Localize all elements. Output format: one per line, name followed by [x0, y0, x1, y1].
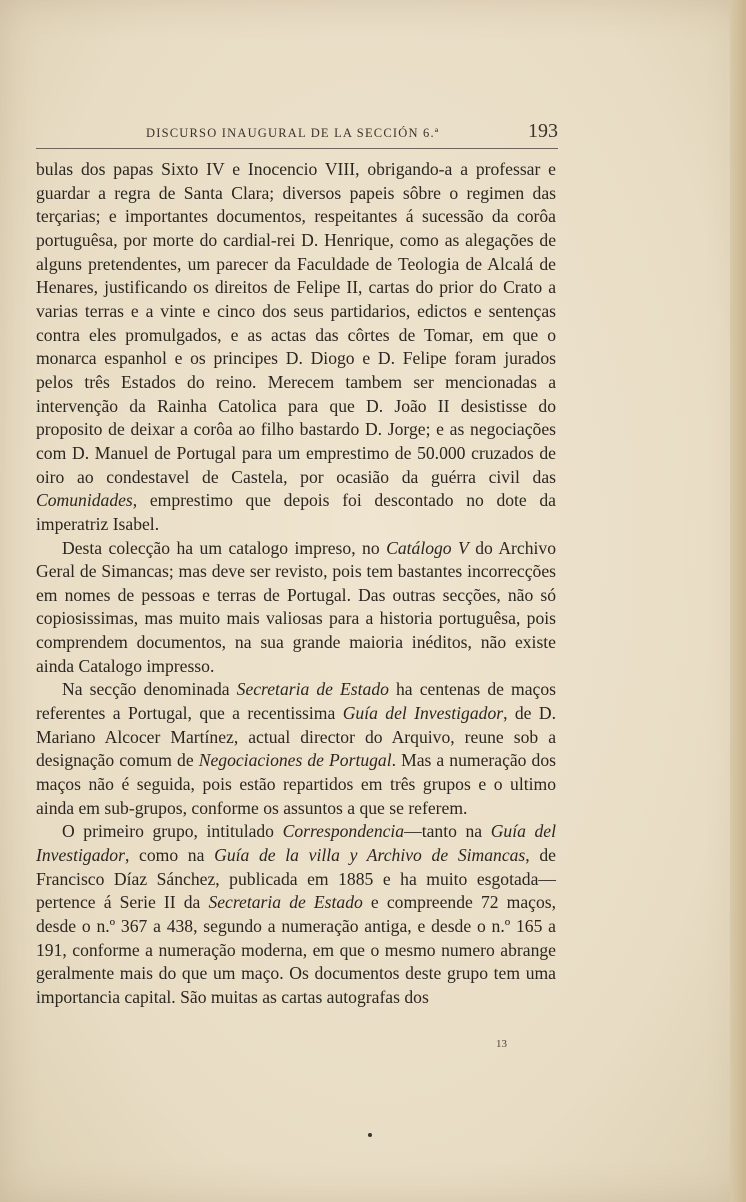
italic-run: Guía del Investigador: [36, 821, 556, 866]
italic-run: Correspondencia: [282, 821, 405, 842]
text-run: , de Francisco Díaz Sánchez, publicada em 1885 e ha muito esgotada—pertence á Serie II da: [36, 845, 556, 913]
running-title: DISCURSO INAUGURAL DE LA SECCIÓN 6.ª: [146, 126, 440, 140]
paragraph-1: [36, 158, 556, 537]
text-run: , de D. Mariano Alcocer Martínez, actual director do Arquivo, reune sob a designação comum de: [36, 703, 556, 771]
italic-run: Comunidades: [36, 490, 133, 511]
text-run: Na secção denominada: [62, 679, 237, 700]
body-text: [36, 158, 556, 1010]
text-run: e compreende 72 maços, desde o n.º 367 a 438, segundo a numeração antiga, e desde o n.º 165 a 191, conforme a numeração moderna, em que o mesmo numero abrange geralmente mais do que um maço. Os documentos deste grupo tem uma importancia capital. São muitas as cartas autografas dos: [36, 892, 556, 1007]
italic-run: Negociaciones de Portugal: [198, 750, 392, 771]
italic-run: Guía del Investigador: [342, 703, 504, 724]
page-edge: [730, 0, 746, 1202]
text-run: Desta colecção ha um catalogo impreso, no: [62, 537, 387, 558]
paragraph-2: [36, 537, 556, 679]
signature-mark: 13: [496, 1038, 507, 1050]
text-run: O primeiro grupo, intitulado: [62, 821, 283, 842]
text-run: do Archivo Geral de Simancas; mas deve ser revisto, pois tem bastantes incorrecções em nomes de pessoas e terras de Portugal. Das outras secções, não só copiosissimas, mas muito mais valiosas para a historia portuguêsa, pois comprendem documentos, na sua grande maioria inéditos, não existe ainda Catalogo impresso.: [36, 537, 556, 676]
ink-dot: [368, 1133, 372, 1137]
running-header: [36, 118, 558, 149]
italic-run: Secretaria de Estado: [208, 892, 363, 913]
text-run: , emprestimo que depois foi descontado no dote da imperatriz Isabel.: [36, 490, 556, 534]
paragraph-3: [36, 678, 556, 820]
italic-run: Catálogo V: [386, 537, 469, 558]
text-run: ha centenas de maços referentes a Portugal, que a recentissima: [36, 679, 556, 724]
italic-run: Guía de la villa y Archivo de Simancas: [214, 845, 526, 866]
italic-run: Secretaria de Estado: [236, 679, 389, 700]
paragraph-4: [36, 820, 556, 1009]
text-run: , como na: [124, 845, 215, 866]
text-run: bulas dos papas Sixto IV e Inocencio VIII, obrigando-a a professar e guardar a regra de Santa Clara; diversos papeis sôbre o regimen das terçarias; e importantes documentos, respeitantes á sucessão da corôa portuguêsa, por morte do cardial-rei D. Henrique, como as alegações de alguns pretendentes, um parecer da Faculdade de Teologia de Alcalá de Henares, justificando os direitos de Felipe II, cartas do prior do Crato a varias terras e a vinte e cinco dos seus partidarios, edictos e sentenças contra eles promulgados, e as actas das côrtes de Tomar, em que o monarca espanhol e os principes D. Diogo e D. Felipe foram jurados pelos três Estados do reino. Merecem tambem ser mencionadas a intervenção da Rainha Catolica para que D. João II desistisse do proposito de deixar a corôa ao filho bastardo D. Jorge; e as negociações com D. Manuel de Portugal para um emprestimo de 50.000 cruzados de oiro ao condestavel de Castela, por ocasião da guérra civil das: [36, 159, 556, 487]
text-run: . Mas a numeração dos maços não é seguida, pois estão repartidos em três grupos e o ultimo ainda em sub-grupos, conforme os assuntos a que se referem.: [36, 750, 556, 818]
text-run: —tanto na: [404, 821, 491, 842]
page-number: 193: [528, 120, 558, 142]
